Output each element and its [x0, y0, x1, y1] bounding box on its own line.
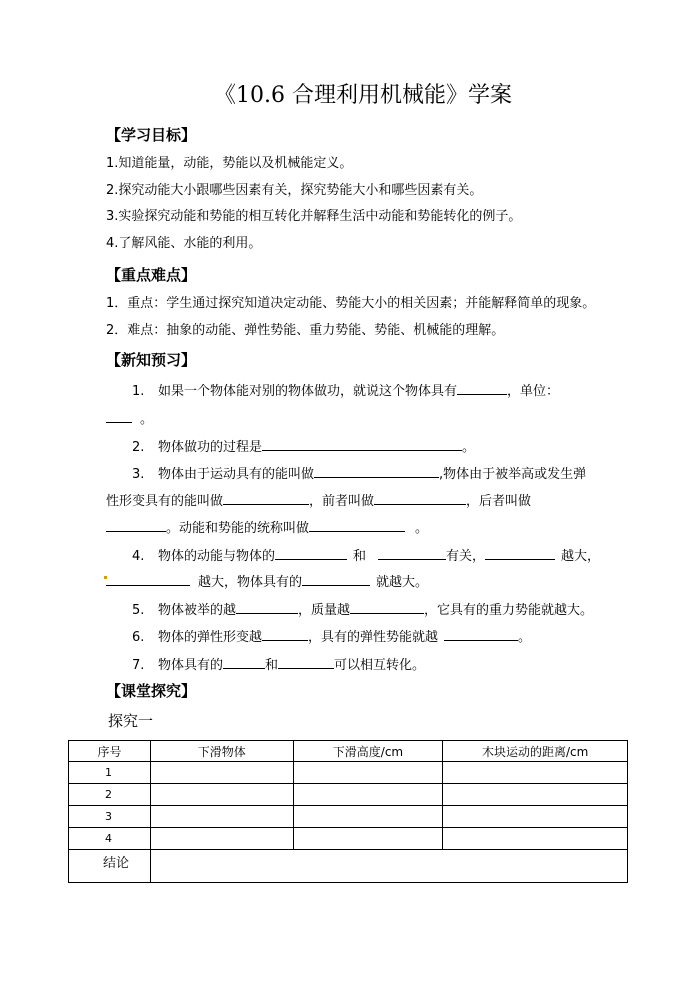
table-row: [69, 806, 628, 828]
question-6: 6. 物体的弹性形变越 ，具有的弹性势能就越 。: [132, 626, 531, 647]
key-item: 2．难点：抽象的动能、弹性势能、重力势能、势能、机械能的理解。: [106, 323, 505, 338]
question-4: 4. 物体的动能与物体的 和 有关， 越大，: [132, 545, 600, 566]
question-2: 2. 物体做功的过程是 。: [132, 436, 475, 457]
question-number: 5.: [132, 603, 145, 618]
table-row: [69, 762, 628, 784]
column-header: 下滑物体: [150, 741, 293, 762]
table-cell[interactable]: [150, 828, 293, 850]
column-header: 序号: [69, 741, 151, 762]
goal-item: 4.了解风能、水能的利用。: [106, 236, 262, 251]
conclusion-cell[interactable]: [150, 850, 627, 883]
table-cell[interactable]: [150, 806, 293, 828]
table-cell[interactable]: [150, 784, 293, 806]
goal-item: 2.探究动能大小跟哪些因素有关，探究势能大小和哪些因素有关。: [106, 183, 483, 198]
fill-blank[interactable]: [106, 408, 132, 423]
question-number: 4.: [132, 549, 145, 564]
preview-heading: 【新知预习】: [106, 351, 197, 369]
table-cell[interactable]: [443, 762, 628, 784]
row-index: 2: [69, 784, 151, 806]
table-cell[interactable]: [293, 762, 443, 784]
fill-blank[interactable]: [485, 545, 555, 560]
fill-blank[interactable]: [444, 626, 518, 641]
question-3-cont2: 。动能和势能的统称叫做 。: [106, 517, 428, 538]
row-index: 1: [69, 762, 151, 784]
question-number: 3.: [132, 467, 145, 482]
goals-heading: 【学习目标】: [106, 126, 197, 144]
goal-item: 1.知道能量，动能，势能以及机械能定义。: [106, 156, 353, 171]
fill-blank[interactable]: [236, 599, 298, 614]
experiment-table: [68, 740, 628, 883]
question-3: 3. 物体由于运动具有的能叫做 ,物体由于被举高或发生弹: [132, 463, 586, 484]
question-1: 1. 如果一个物体能对别的物体做功，就说这个物体具有 ，单位：: [132, 380, 559, 401]
conclusion-row: [69, 850, 628, 883]
table-cell[interactable]: [293, 828, 443, 850]
question-number: 1.: [132, 384, 145, 399]
fill-blank[interactable]: [314, 463, 439, 478]
fill-blank[interactable]: [278, 654, 334, 669]
question-7: 7. 物体具有的 和 可以相互转化。: [132, 654, 425, 675]
table-cell[interactable]: [293, 784, 443, 806]
fill-blank[interactable]: [378, 545, 446, 560]
fill-blank[interactable]: [106, 517, 166, 532]
table-row: [69, 828, 628, 850]
fill-blank[interactable]: [350, 599, 424, 614]
fill-blank[interactable]: [262, 436, 462, 451]
fill-blank[interactable]: [374, 490, 466, 505]
table-cell[interactable]: [443, 784, 628, 806]
question-5: 5. 物体被举的越 ，质量越 ，它具有的重力势能就越大。: [132, 599, 593, 620]
question-number: 7.: [132, 658, 145, 673]
table-cell[interactable]: [443, 828, 628, 850]
explore-subheading: 探究一: [108, 712, 154, 730]
fill-blank[interactable]: [275, 545, 347, 560]
question-3-cont: 性形变具有的能叫做 ，前者叫做 ，后者叫做: [106, 490, 531, 511]
fill-blank[interactable]: [302, 571, 370, 586]
table-header-row: [69, 741, 628, 762]
row-index: 3: [69, 806, 151, 828]
key-item: 1．重点：学生通过探究知道决定动能、势能大小的相关因素；并能解释简单的现象。: [106, 296, 596, 311]
column-header: 木块运动的距离/cm: [443, 741, 628, 762]
question-1-cont: 。: [106, 408, 153, 429]
question-4-cont: 越大，物体具有的 就越大。: [106, 571, 428, 592]
table-row: [69, 784, 628, 806]
question-number: 2.: [132, 440, 145, 455]
row-index: 4: [69, 828, 151, 850]
explore-heading: 【课堂探究】: [106, 682, 197, 700]
table-cell[interactable]: [150, 762, 293, 784]
table-cell[interactable]: [293, 806, 443, 828]
table-cell[interactable]: [443, 806, 628, 828]
fill-blank[interactable]: [223, 654, 265, 669]
fill-blank[interactable]: [106, 571, 190, 586]
fill-blank[interactable]: [309, 517, 405, 532]
conclusion-label: 结论: [69, 850, 151, 883]
key-heading: 【重点难点】: [106, 266, 197, 284]
goal-item: 3.实验探究动能和势能的相互转化并解释生活中动能和势能转化的例子。: [106, 209, 522, 224]
fill-blank[interactable]: [457, 380, 507, 395]
fill-blank[interactable]: [262, 626, 308, 641]
column-header: 下滑高度/cm: [293, 741, 443, 762]
page-title: 《10.6 合理利用机械能》学案: [214, 83, 512, 108]
question-number: 6.: [132, 630, 145, 645]
fill-blank[interactable]: [223, 490, 309, 505]
